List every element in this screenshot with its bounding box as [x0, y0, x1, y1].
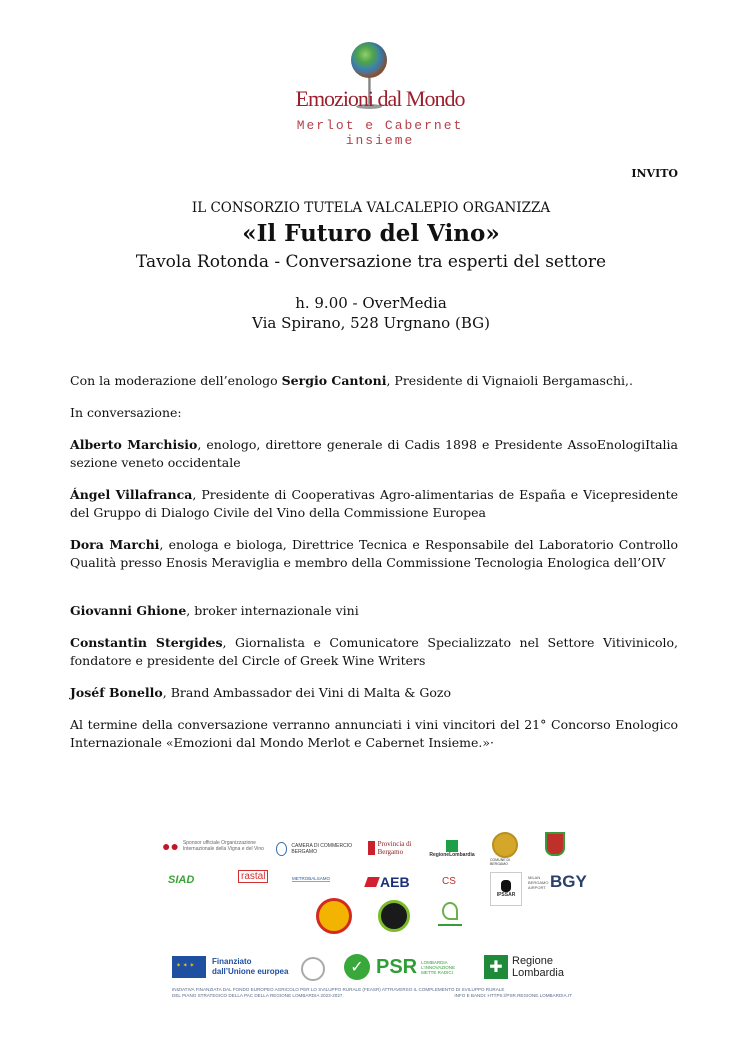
rastal-logo: rastal: [238, 870, 268, 883]
organizer-line: IL CONSORZIO TUTELA VALCALEPIO ORGANIZZA: [191, 200, 551, 216]
invito-label: INVITO: [631, 167, 678, 180]
regione-lombardia-logo: ✚ Regione Lombardia: [484, 955, 572, 979]
speaker-item: Dora Marchi, enologa e biologa, Direttrice Tecnica e Responsabile del Laboratorio Controllo Qualità presso Enosis Meraviglia e membro della Commissione Tecnologia Enologica dell’OIV: [70, 537, 678, 570]
aeb-logo: AEB: [366, 874, 410, 890]
italian-republic-emblem-icon: [301, 957, 325, 981]
association-leaf-icon: [438, 902, 462, 926]
oiv-logo: ●● Sponsor ufficiale Organizzazione Internazionale della Vigna e del Vino: [162, 838, 264, 854]
comune-bergamo-logo: COMUNE DI BERGAMO: [490, 832, 520, 866]
eu-funding-logo: ✶ ✶ ✶ Finanziato dall’Unione europea: [172, 956, 292, 978]
speaker-item: Giovanni Ghione, broker internazionale vini: [70, 603, 359, 618]
emozioni-logo: [270, 40, 490, 148]
crest-icon: [545, 832, 565, 856]
grape-icon: ●●: [162, 838, 179, 854]
chef-icon: [501, 880, 511, 892]
globe-icon: [351, 42, 387, 78]
logo-subtitle: Merlot e Cabernet insieme: [296, 118, 464, 148]
cs-logo: CS: [442, 876, 456, 887]
event-time-place: [0, 293, 742, 333]
event-address: Via Spirano, 528 Urgnano (BG): [252, 314, 490, 332]
siad-logo: SIAD: [168, 874, 195, 886]
moderator-paragraph: Con la moderazione dell’enologo Sergio Cantoni, Presidente di Vignaioli Bergamaschi,.: [70, 373, 633, 388]
funding-footnote: INIZIATIVA FINANZIATA DAL FONDO EUROPEO AGRICOLO PER LO SVILUPPO RURALE (FEASR) ATTRAVERSO IL COMPLEMENTO DI SVILUPPO RURALE DEL PIANO STRATEGICO DELLA PAC DELLA REGIONE LOMBARDIA 2023-2027. INFO E BANDI: HTTPS://PSR.REGIONE.LOMBARDIA.IT: [172, 987, 572, 998]
logo-title: Emozioni dal Mondo: [295, 86, 465, 111]
in-conversation-label: In conversazione:: [70, 405, 182, 420]
crest-icon: [368, 841, 375, 855]
metrobalsamo-logo: METROBALSAMO: [292, 876, 331, 881]
association-seal-icon: [316, 898, 352, 934]
ipssar-logo: IPSSAR: [490, 872, 522, 906]
aeb-mark-icon: [364, 877, 380, 887]
psr-lombardia-logo: ✓ PSR LOMBARDIA L’INNOVAZIONE METTE RADICI: [344, 954, 459, 980]
bgy-airport-logo: MILAN BERGAMO AIRPORT BGY: [528, 872, 587, 891]
crest-icon: [492, 832, 518, 858]
camera-commercio-logo: CAMERA DI COMMERCIO BERGAMO: [276, 842, 360, 856]
speaker-item: Alberto Marchisio, enologo, direttore generale di Cadis 1898 e Presidente AssoEnologiItalia sezione veneto occidentale: [70, 437, 678, 470]
closing-paragraph: Al termine della conversazione verranno annunciati i vini vincitori del 21° Concorso Enologico Internazionale «Emozioni dal Mondo Merlot e Cabernet Insieme.»·: [70, 717, 678, 750]
provincia-bergamo-logo: Provincia di Bergamo: [368, 840, 428, 856]
seal-icon: [276, 842, 287, 856]
association-seal-icon: [378, 900, 410, 932]
speaker-item: Ángel Villafranca, Presidente di Cooperativas Agro-alimentarias de España e Vicepresidente del Gruppo di Dialogo Civile del Vino della Commissione Europea: [70, 487, 678, 520]
regione-icon: [446, 840, 458, 852]
regione-lombardia-small-logo: RegioneLombardia: [427, 840, 477, 858]
eu-flag-icon: [172, 956, 206, 978]
event-time: h. 9.00 - OverMedia: [295, 294, 447, 312]
speaker-item: Constantin Stergides, Giornalista e Comunicatore Specializzato nel Settore Vitivinicolo, fondatore e presidente del Circle of Greek Wine Writers: [70, 635, 678, 668]
event-title: «Il Futuro del Vino»: [242, 220, 500, 247]
moderator-name: Sergio Cantoni: [281, 373, 387, 388]
event-subtitle: Tavola Rotonda - Conversazione tra esperti del settore: [135, 252, 607, 272]
comune-urgnano-logo: [540, 832, 570, 856]
regione-cross-icon: ✚: [484, 955, 508, 979]
checkmark-icon: ✓: [344, 954, 370, 980]
speaker-item: Joséf Bonello, Brand Ambassador dei Vini di Malta & Gozo: [70, 685, 452, 700]
